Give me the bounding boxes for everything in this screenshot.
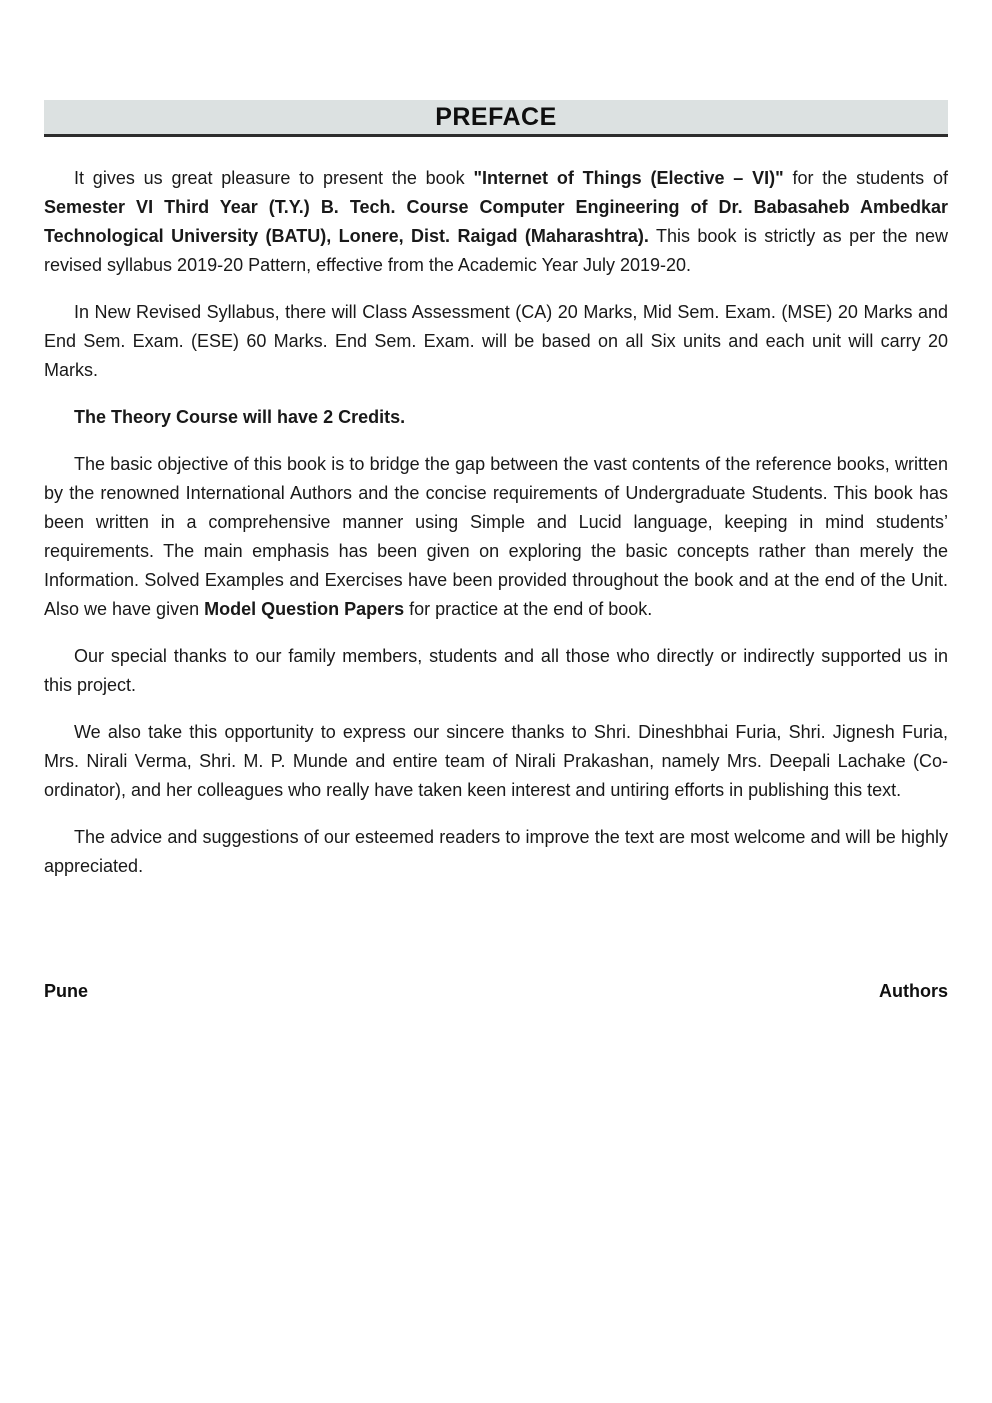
preface-body — [44, 164, 948, 881]
paragraph-objective — [44, 450, 948, 624]
paragraph-marks-scheme — [44, 298, 948, 385]
preface-header-bar — [44, 100, 948, 137]
course-details-bold: Semester VI Third Year (T.Y.) B. Tech. Course Computer Engineering of Dr. Babasaheb Ambedkar Technological University (BATU), Lonere, Dist. Raigad (Maharashtra). — [44, 197, 948, 246]
text-run: for practice at the end of book. — [404, 599, 653, 619]
text-run: We also take this opportunity to express our sincere thanks to Shri. Dineshbhai Furia, Shri. Jignesh Furia, Mrs. Nirali Verma, Shri. M. P. Munde and entire team of Nirali Prakashan, namely Mrs. Deepali Lachake (Co-ordinator), and her colleagues who really have taken keen interest and untiring efforts in publishing this text. — [44, 722, 948, 800]
authors-label: Authors — [879, 981, 948, 1001]
text-run: The basic objective of this book is to bridge the gap between the vast contents of the reference books, written by the renowned International Authors and the concise requirements of Undergraduate Students. This book has been written in a comprehensive manner using Simple and Lucid language, keeping in mind students’ requirements. The main emphasis has been given on exploring the basic concepts rather than merely the Information. Solved Examples and Exercises have been provided throughout the book and at the end of the Unit. Also we have given — [44, 454, 948, 619]
signature-row — [44, 981, 948, 1002]
place-label: Pune — [44, 981, 89, 1001]
credits-bold: The Theory Course will have 2 Credits. — [74, 407, 406, 427]
paragraph-credits-note — [44, 403, 948, 432]
book-title-bold: "Internet of Things (Elective – VI)" — [473, 168, 784, 188]
text-run: The advice and suggestions of our esteemed readers to improve the text are most welcome and will be highly appreciated. — [44, 827, 948, 876]
paragraph-acknowledgements — [44, 718, 948, 805]
text-run: for the students of — [783, 168, 948, 188]
page-title: PREFACE — [435, 102, 557, 131]
text-run: This book is strictly as per the new revised syllabus 2019-20 Pattern, effective from the Academic Year July 2019-20. — [44, 226, 948, 275]
text-run: Our special thanks to our family members, students and all those who directly or indirectly supported us in this project. — [44, 646, 948, 695]
model-question-papers-bold: Model Question Papers — [204, 599, 405, 619]
paragraph-book-intro — [44, 164, 948, 280]
text-run: It gives us great pleasure to present the book — [74, 168, 474, 188]
text-run: In New Revised Syllabus, there will Class Assessment (CA) 20 Marks, Mid Sem. Exam. (MSE) 20 Marks and End Sem. Exam. (ESE) 60 Marks. End Sem. Exam. will be based on all Six units and each unit will carry 20 Marks. — [44, 302, 948, 380]
paragraph-feedback — [44, 823, 948, 881]
paragraph-special-thanks — [44, 642, 948, 700]
